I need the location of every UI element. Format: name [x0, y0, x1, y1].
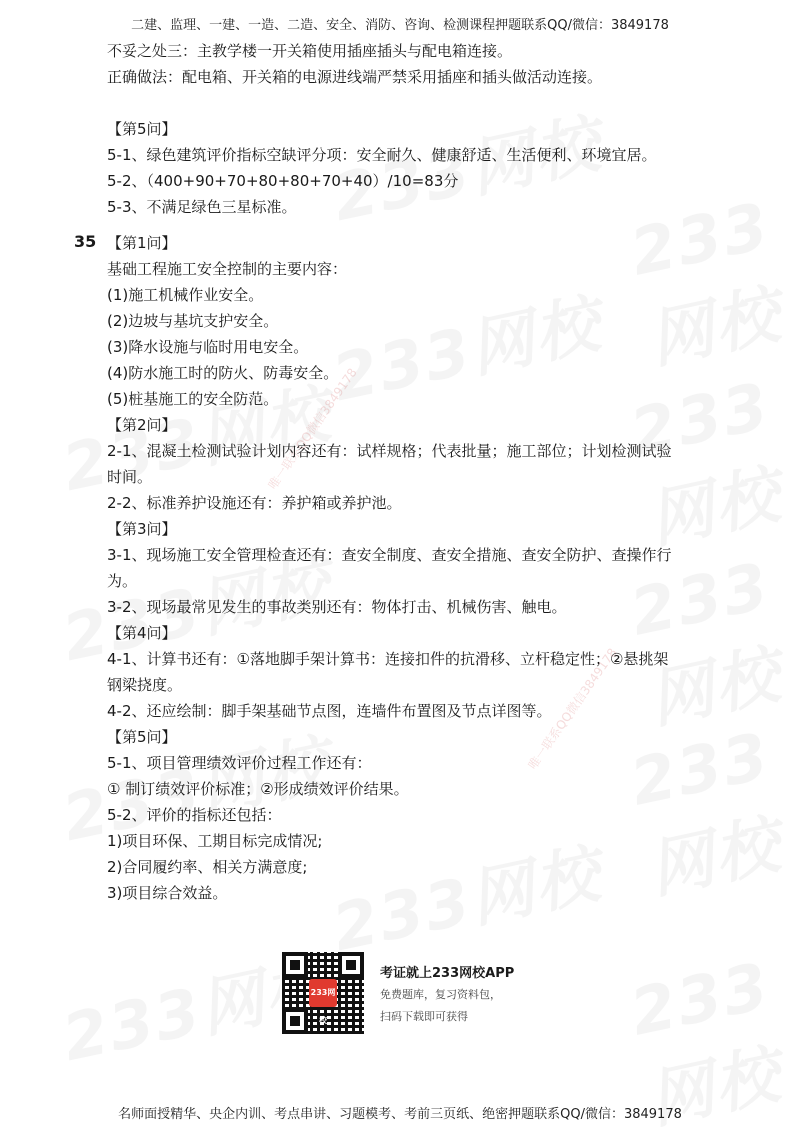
question-number: 35: [74, 232, 97, 251]
text-line: 5-1、项目管理绩效评价过程工作还有：: [107, 754, 372, 772]
text-line: 2-1、混凝土检测试验计划内容还有：试样规格；代表批量；施工部位；计划检测试验: [107, 442, 672, 460]
diagonal-watermark: 唯一联系QQ微信3849178: [525, 645, 620, 772]
text-line: 2-2、标准养护设施还有：养护箱或养护池。: [107, 494, 402, 512]
app-promo: [280, 950, 514, 1036]
diagonal-watermark: 唯一联系QQ微信3849178: [265, 365, 360, 492]
text-line: 3)项目综合效益。: [107, 884, 228, 902]
text-line: (4)防水施工时的防火、防毒安全。: [107, 364, 339, 382]
section-heading: 【第3问】: [107, 520, 177, 538]
promo-title: 考证就上233网校APP: [380, 966, 515, 981]
section-heading: 【第1问】: [107, 234, 177, 252]
answer-content: [107, 38, 767, 906]
qr-finder-pattern: [282, 952, 308, 978]
text-line: 3-1、现场施工安全管理检查还有：查安全制度、查安全措施、查安全防护、查操作行: [107, 546, 672, 564]
section-heading: 【第2问】: [107, 416, 177, 434]
section-heading: 【第5问】: [107, 728, 177, 746]
promo-line: 免费题库，复习资料包，: [380, 988, 501, 1001]
text-line: 3-2、现场最常见发生的事故类别还有：物体打击、机械伤害、触电。: [107, 598, 567, 616]
text-line: 1)项目环保、工期目标完成情况;: [107, 832, 323, 850]
text-line: 2)合同履约率、相关方满意度;: [107, 858, 308, 876]
text-line: 5-2、（400+90+70+80+80+70+40）/10=83分: [107, 172, 459, 190]
qr-finder-pattern: [282, 1008, 308, 1034]
text-line: 5-2、评价的指标还包括：: [107, 806, 282, 824]
qr-finder-pattern: [338, 952, 364, 978]
page-footer: 名师面授精华、央企内训、考点串讲、习题模考、考前三页纸、绝密押题联系QQ/微信：3849178: [118, 1107, 682, 1122]
text-line: (5)桩基施工的安全防范。: [107, 390, 279, 408]
text-line: 正确做法：配电箱、开关箱的电源进线端严禁采用插座和插头做活动连接。: [107, 68, 603, 86]
text-line: 4-1、计算书还有：①落地脚手架计算书：连接扣件的抗滑移、立杆稳定性；②悬挑架: [107, 650, 669, 668]
text-line: 4-2、还应绘制：脚手架基础节点图，连墙件布置图及节点详图等。: [107, 702, 552, 720]
text-line: 5-1、绿色建筑评价指标空缺评分项：安全耐久、健康舒适、生活便利、环境宜居。: [107, 146, 657, 164]
promo-line: 扫码下载即可获得: [380, 1010, 468, 1023]
text-line: 为。: [107, 572, 138, 590]
text-line: ① 制订绩效评价标准；②形成绩效评价结果。: [107, 780, 409, 798]
text-line: (3)降水设施与临时用电安全。: [107, 338, 309, 356]
qr-code-icon: [280, 950, 366, 1036]
page-header: 二建、监理、一建、一造、二造、安全、消防、咨询、检测课程押题联系QQ/微信：3849178: [131, 18, 669, 33]
text-line: 钢梁挠度。: [107, 676, 183, 694]
text-line: 基础工程施工安全控制的主要内容：: [107, 260, 348, 278]
section-heading: 【第5问】: [107, 120, 177, 138]
text-line: 5-3、不满足绿色三星标准。: [107, 198, 297, 216]
text-line: (1)施工机械作业安全。: [107, 286, 264, 304]
qr-logo: 233网校: [309, 979, 337, 1007]
section-heading: 【第4问】: [107, 624, 177, 642]
text-line: (2)边坡与基坑支护安全。: [107, 312, 279, 330]
text-line: 时间。: [107, 468, 153, 486]
text-line: 不妥之处三：主教学楼一开关箱使用插座插头与配电箱连接。: [107, 42, 513, 60]
